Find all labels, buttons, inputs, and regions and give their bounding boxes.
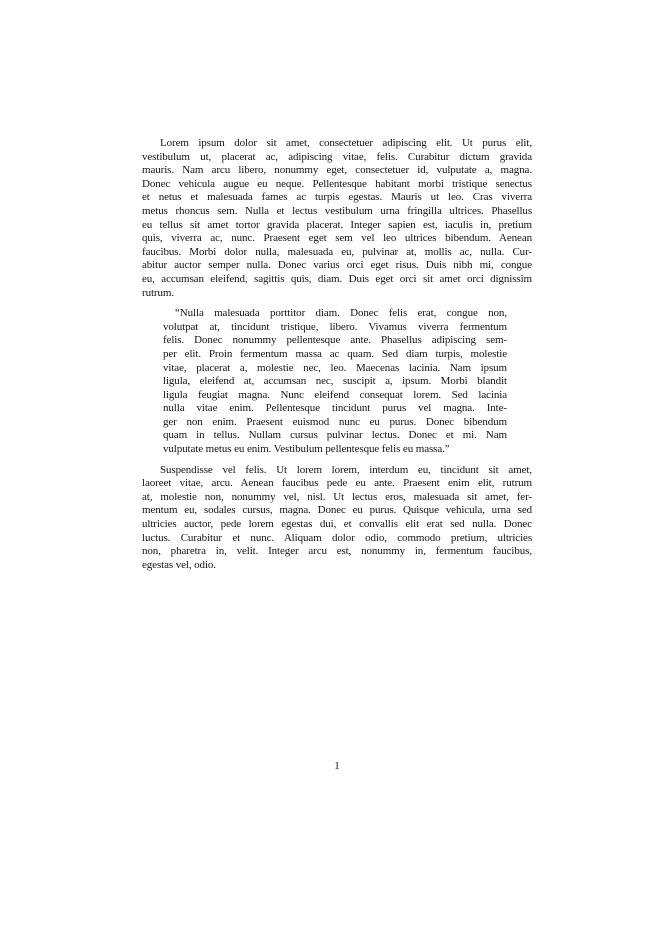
text-line: ligula feugiat magna. Nunc eleifend consequat lorem. Sed lacinia [163,388,507,401]
text-line: ger non enim. Praesent euismod nunc eu purus. Donec bibendum [163,415,507,428]
text-line: mentum eu, sodales cursus, magna. Donec eu purus. Quisque vehicula, urna sed [142,504,532,517]
text-line: laoreet vitae, arcu. Aenean faucibus pede eu ante. Praesent enim elit, rutrum [142,477,532,490]
text-line: nulla vitae enim. Pellentesque tincidunt purus vel magna. Inte- [163,402,507,415]
text-line: mauris. Nam arcu libero, nonummy eget, consectetuer id, vulputate a, magna. [142,164,532,177]
text-line: abitur auctor semper nulla. Donec varius orci eget risus. Duis nibh mi, congue [142,259,532,272]
text-line: felis. Donec nonummy pellentesque ante. Phasellus adipiscing sem- [163,334,507,347]
text-line: quam in tellus. Nullam cursus pulvinar lectus. Donec et mi. Nam [163,429,507,442]
text-line: eu, accumsan eleifend, sagittis quis, diam. Duis eget orci sit amet orci dignissim [142,272,532,285]
text-line: vestibulum ut, placerat ac, adipiscing vitae, felis. Curabitur dictum gravida [142,150,532,163]
text-line: Suspendisse vel felis. Ut lorem lorem, interdum eu, tincidunt sit amet, [160,463,532,476]
page-number: 1 [334,760,340,772]
text-line: vulputate metus eu enim. Vestibulum pellentesque felis eu massa.” [163,443,450,456]
quotation-block [163,307,507,457]
text-line: Donec vehicula augue eu neque. Pellentesque habitant morbi tristique senectus [142,177,532,190]
paragraph-1 [142,137,532,300]
text-line: volutpat at, tincidunt tristique, libero. Vivamus viverra fermentum [163,320,507,333]
text-line: “Nulla malesuada porttitor diam. Donec felis erat, congue non, [175,307,507,320]
text-line: faucibus. Morbi dolor nulla, malesuada eu, pulvinar at, mollis ac, nulla. Cur- [142,245,532,258]
text-line: Lorem ipsum dolor sit amet, consectetuer adipiscing elit. Ut purus elit, [160,137,532,149]
text-line: ultricies auctor, pede lorem egestas dui, et convallis elit erat sed nulla. Donec [142,518,532,531]
text-line: luctus. Curabitur et nunc. Aliquam dolor odio, commodo pretium, ultricies [142,531,532,544]
text-line: vitae, placerat a, molestie nec, leo. Maecenas lacinia. Nam ipsum [163,361,507,374]
text-line: eu tellus sit amet tortor gravida placerat. Integer sapien est, iaculis in, pretium [142,218,532,231]
text-line: egestas vel, odio. [142,558,216,571]
text-line: quis, viverra ac, nunc. Praesent eget sem vel leo ultrices bibendum. Aenean [142,232,532,245]
text-block [142,137,532,572]
text-line: rutrum. [142,286,174,299]
paragraph-2 [142,464,532,573]
text-line: non, pharetra in, velit. Integer arcu est, nonummy in, fermentum faucibus, [142,545,532,558]
text-line: et netus et malesuada fames ac turpis egestas. Mauris ut leo. Cras viverra [142,191,532,204]
text-line: ligula, eleifend at, accumsan nec, suscipit a, ipsum. Morbi blandit [163,375,507,388]
text-line: at, molestie non, nonummy vel, nisl. Ut lectus eros, malesuada sit amet, fer- [142,490,532,503]
text-line: per elit. Proin fermentum massa ac quam. Sed diam turpis, molestie [163,347,507,360]
text-line: metus rhoncus sem. Nulla et lectus vestibulum urna fringilla ultrices. Phasellus [142,204,532,217]
